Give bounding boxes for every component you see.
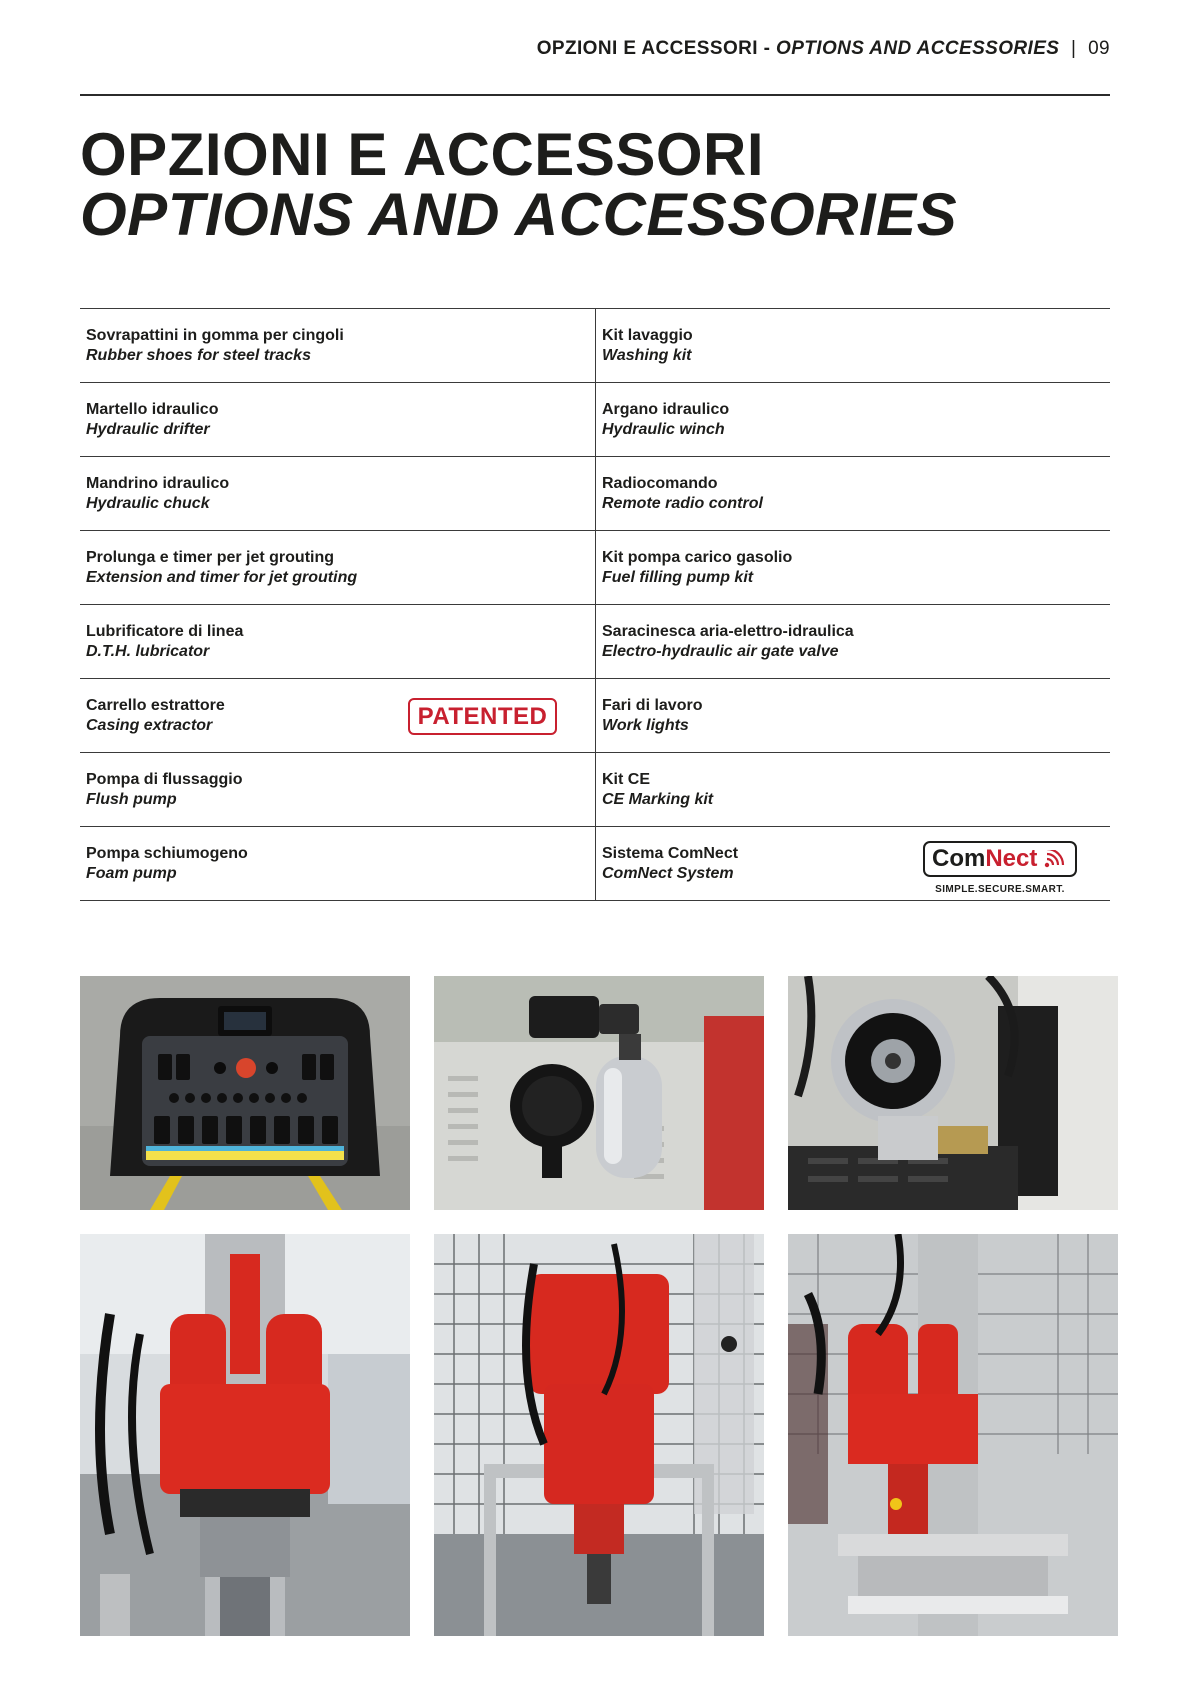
accessory-name-en: Extension and timer for jet grouting (86, 569, 358, 586)
accessory-cell (80, 605, 595, 678)
accessory-name-en: CE Marking kit (602, 791, 714, 808)
page-title (80, 121, 958, 248)
accessory-cell (80, 309, 595, 382)
accessory-name-en: Flush pump (86, 791, 177, 808)
table-row (80, 383, 1110, 457)
table-row (80, 457, 1110, 531)
photo-fuel-pump-kit (434, 976, 764, 1210)
photo-washing-kit (788, 976, 1118, 1210)
accessory-cell (80, 679, 595, 752)
patented-badge: PATENTED (408, 698, 557, 735)
comnect-logo-nect: Nect (985, 845, 1038, 872)
accessory-name-en: D.T.H. lubricator (86, 643, 210, 660)
header-rule (80, 94, 1110, 96)
accessory-name-it: Kit CE (602, 771, 650, 788)
accessory-name-it: Argano idraulico (602, 401, 730, 418)
accessory-name-en: Work lights (602, 717, 689, 734)
accessory-cell (595, 605, 1110, 678)
table-row (80, 753, 1110, 827)
accessory-cell (595, 827, 1110, 900)
comnect-tagline: SIMPLE.SECURE.SMART. (935, 884, 1065, 895)
accessory-name-it: Pompa di flussaggio (86, 771, 243, 788)
comnect-logo-box (923, 841, 1077, 877)
accessory-name-it: Martello idraulico (86, 401, 219, 418)
photo-radio-control (80, 976, 410, 1210)
table-row (80, 679, 1110, 753)
wifi-signal-icon (1044, 845, 1066, 863)
accessory-name-en: Casing extractor (86, 717, 213, 734)
table-row (80, 605, 1110, 679)
accessory-cell (80, 753, 595, 826)
accessory-name-en: Fuel filling pump kit (602, 569, 754, 586)
accessory-name-it: Fari di lavoro (602, 697, 703, 714)
accessory-cell (80, 827, 595, 900)
header-section-en: OPTIONS AND ACCESSORIES (776, 38, 1060, 59)
accessory-name-it: Kit pompa carico gasolio (602, 549, 793, 566)
table-row (80, 309, 1110, 383)
accessory-cell (595, 753, 1110, 826)
photo-hydraulic-chuck (434, 1234, 764, 1636)
accessory-cell (595, 383, 1110, 456)
accessory-cell (595, 309, 1110, 382)
accessory-name-en: Hydraulic chuck (86, 495, 210, 512)
accessory-cell (80, 383, 595, 456)
page-title-en: OPTIONS AND ACCESSORIES (80, 181, 958, 248)
accessory-cell (80, 457, 595, 530)
accessory-name-en: Rubber shoes for steel tracks (86, 347, 311, 364)
accessory-name-en: Hydraulic winch (602, 421, 725, 438)
accessory-name-en: Foam pump (86, 865, 177, 882)
accessory-name-it: Radiocomando (602, 475, 718, 492)
accessory-name-it: Saracinesca aria-elettro-idraulica (602, 623, 854, 640)
comnect-logo (923, 841, 1077, 900)
photo-hydraulic-drifter (80, 1234, 410, 1636)
accessory-name-it: Lubrificatore di linea (86, 623, 244, 640)
accessory-name-it: Prolunga e timer per jet grouting (86, 549, 335, 566)
accessory-cell (595, 679, 1110, 752)
accessory-cell (80, 531, 595, 604)
accessory-name-en: ComNect System (602, 865, 734, 882)
accessory-name-it: Mandrino idraulico (86, 475, 230, 492)
photo-casing-extractor (788, 1234, 1118, 1636)
accessory-cell (595, 531, 1110, 604)
accessory-name-it: Carrello estrattore (86, 697, 225, 714)
header-section-it: OPZIONI E ACCESSORI - (536, 38, 771, 59)
accessory-name-it: Sovrapattini in gomma per cingoli (86, 327, 344, 344)
accessory-name-en: Remote radio control (602, 495, 763, 512)
running-header (537, 38, 1110, 60)
page-title-it: OPZIONI E ACCESSORI (80, 121, 765, 188)
accessories-table (80, 308, 1110, 901)
accessory-name-it: Sistema ComNect (602, 845, 739, 862)
comnect-logo-com: Com (932, 845, 986, 872)
accessory-cell (595, 457, 1110, 530)
table-row (80, 531, 1110, 605)
header-separator: | (1071, 38, 1077, 59)
accessory-name-en: Hydraulic drifter (86, 421, 210, 438)
page-number: 09 (1088, 38, 1110, 59)
table-row (80, 827, 1110, 901)
accessory-name-en: Washing kit (602, 347, 692, 364)
accessory-name-it: Pompa schiumogeno (86, 845, 248, 862)
accessory-name-en: Electro-hydraulic air gate valve (602, 643, 839, 660)
accessory-name-it: Kit lavaggio (602, 327, 693, 344)
